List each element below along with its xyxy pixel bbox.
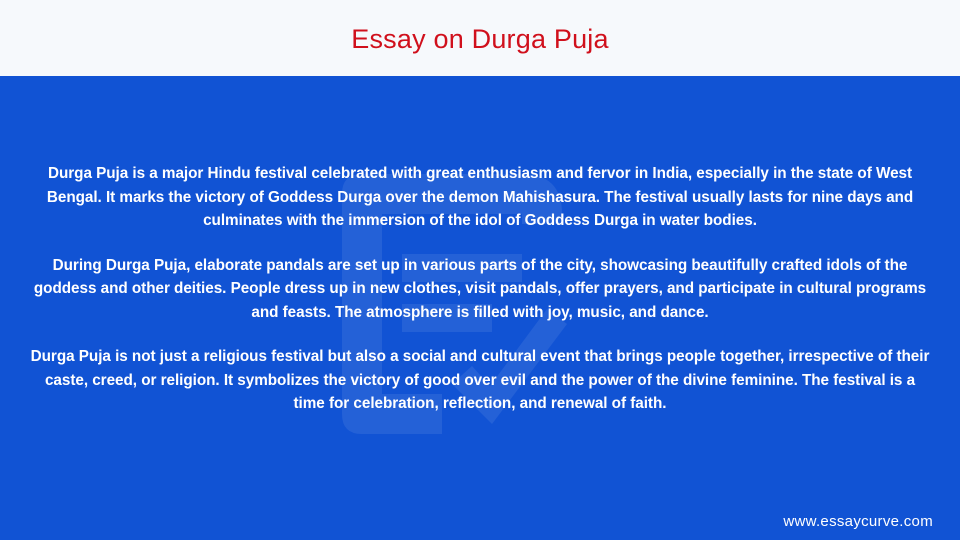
essay-content xyxy=(30,162,930,437)
header-bar xyxy=(0,0,960,76)
essay-paragraph-3: Durga Puja is not just a religious festival but also a social and cultural event that brings people together, irrespective of their caste, creed, or religion. It symbolizes the victory of good over evil and the power of the divine feminine. The festival is a time for celebration, reflection, and renewal of faith. xyxy=(30,348,930,412)
page-title: Essay on Durga Puja xyxy=(351,23,609,54)
website-url: www.essaycurve.com xyxy=(783,513,933,530)
essay-paragraph-1: Durga Puja is a major Hindu festival celebrated with great enthusiasm and fervor in India, especially in the state of West Bengal. It marks the victory of Goddess Durga over the demon Mahishasura. The festival usually lasts for nine days and culminates with the immersion of the idol of Goddess Durga in water bodies. xyxy=(46,165,914,229)
essay-body xyxy=(0,76,960,540)
essay-paragraph-2: During Durga Puja, elaborate pandals are set up in various parts of the city, showcasing beautifully crafted idols of the goddess and other deities. People dress up in new clothes, visit pandals, offer prayers, and participate in cultural programs and feasts. The atmosphere is filled with joy, music, and dance. xyxy=(33,256,927,321)
